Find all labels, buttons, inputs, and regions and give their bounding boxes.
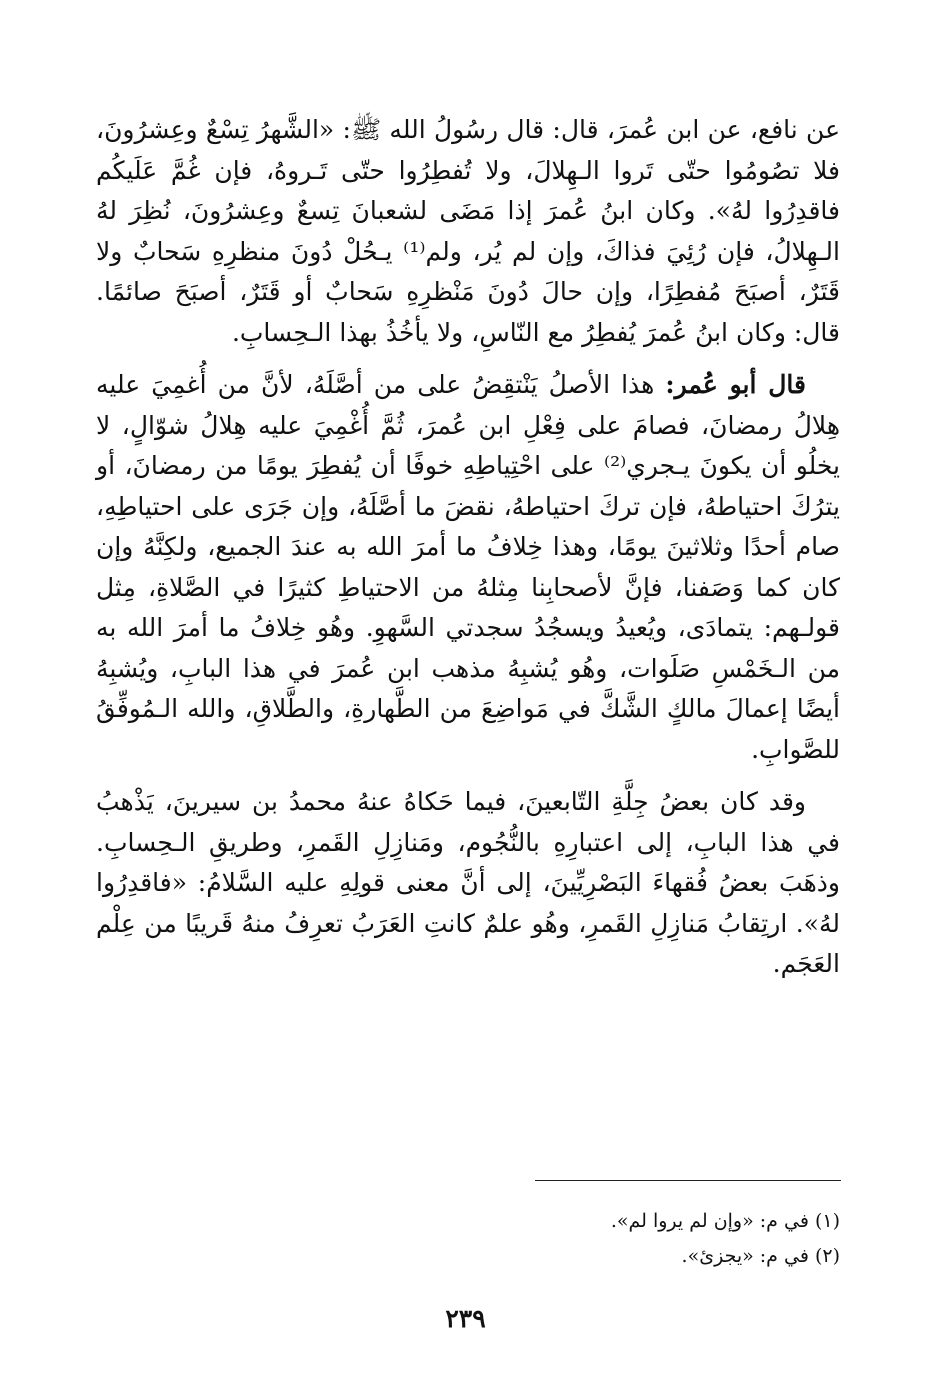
main-text: [96, 110, 840, 997]
paragraph-2-lead: قال أبو عُمر:: [665, 370, 806, 399]
footnotes: [96, 1204, 840, 1274]
paragraph-3-text: وقد كان بعضُ جِلَّةِ التّابعينَ، فيما حَكاهُ عنهُ محمدُ بن سيرينَ، يَذْهبُ في هذا البابِ، إلى اعتبارِهِ بالنُّجُوم، ومَنازِلِ القَمرِ، وطريقِ الـحِسابِ. وذهَبَ بعضُ فُقهاءَ البَصْرِيِّينَ، إلى أنَّ معنى قولِهِ عليه السَّلامُ: «فاقدِرُوا لهُ». ارتِقابُ مَنازِلِ القَمرِ، وهُو علمٌ كانتِ العَرَبُ تعرِفُ منهُ قَريبًا من عِلْم العَجَم.: [96, 787, 840, 978]
paragraph-3: [96, 782, 840, 985]
footnote-2: (٢) في م: «يجزئ».: [681, 1245, 840, 1267]
paragraph-2: [96, 365, 840, 770]
paragraph-2-text: هذا الأصلُ يَنْتقِضُ على من أصَّلَهُ، لأنَّ من أُغمِيَ عليه هِلالُ رمضانَ، فصامَ على فِعْلِ ابن عُمرَ، ثُمَّ أُغْمِيَ عليه هِلالُ شوّالٍ، لا يخلُو أن يكونَ يـجري⁽²⁾ على احْتِياطِهِ خوفًا أن يُفطِرَ يومًا من رمضانَ، أو يترُكَ احتياطهُ، فإن تركَ احتياطهُ، نقضَ ما أصَّلَهُ، وإن جَرَى على احتياطِهِ، صام أحدًا وثلاثينَ يومًا، وهذا خِلافُ ما أمرَ الله به عندَ الجميع، ولكِنَّهُ وإن كان كما وَصَفنا، فإنَّ لأصحابِنا مِثلهُ من الاحتياطِ كثيرًا في الصَّلاةِ، مِثل قولـهم: يتمادَى، ويُعيدُ ويسجُدُ سجدتي السَّهوِ. وهُو خِلافُ ما أمرَ الله به من الـخَمْسِ صَلَوات، وهُو يُشبِهُ مذهب ابن عُمرَ في هذا البابِ، ويُشبِهُ أيضًا إعمالَ مالكٍ الشَّكَّ في مَواضِعَ من الطَّهارةِ، والطَّلاقِ، والله الـمُوفِّقُ للصَّوابِ.: [96, 370, 840, 764]
paragraph-1-text: عن نافع، عن ابن عُمرَ، قال: قال رسُولُ الله ﷺ: «الشَّهرُ تِسْعٌ وعِشرُونَ، فلا تصُومُوا حتّى تَروا الـهِلالَ، ولا تُفطِرُوا حتّى تَـروهُ، فإن غُمَّ عَلَيكُم فاقدِرُوا لهُ». وكان ابنُ عُمرَ إذا مَضَى لشعبانَ تِسعٌ وعِشرُونَ، نُظِرَ لهُ الـهِلالُ، فإن رُئِيَ فذاكَ، وإن لم يُر، ولم⁽¹⁾ يـحُلْ دُونَ منظرِهِ سَحابٌ ولا قَتَرٌ، أصبَحَ مُفطِرًا، وإن حالَ دُونَ مَنْظرِهِ سَحابٌ أو قَتَرٌ، أصبَحَ صائمًا. قال: وكان ابنُ عُمرَ يُفطِرُ مع النّاسِ، ولا يأخُذُ بهذا الـحِسابِ.: [96, 115, 840, 347]
footnote-separator: [535, 1180, 841, 1181]
paragraph-1: [96, 110, 840, 353]
footnote-1: (١) في م: «وإن لم يروا لم».: [610, 1210, 840, 1232]
page-number: ٢٣٩: [445, 1304, 486, 1333]
